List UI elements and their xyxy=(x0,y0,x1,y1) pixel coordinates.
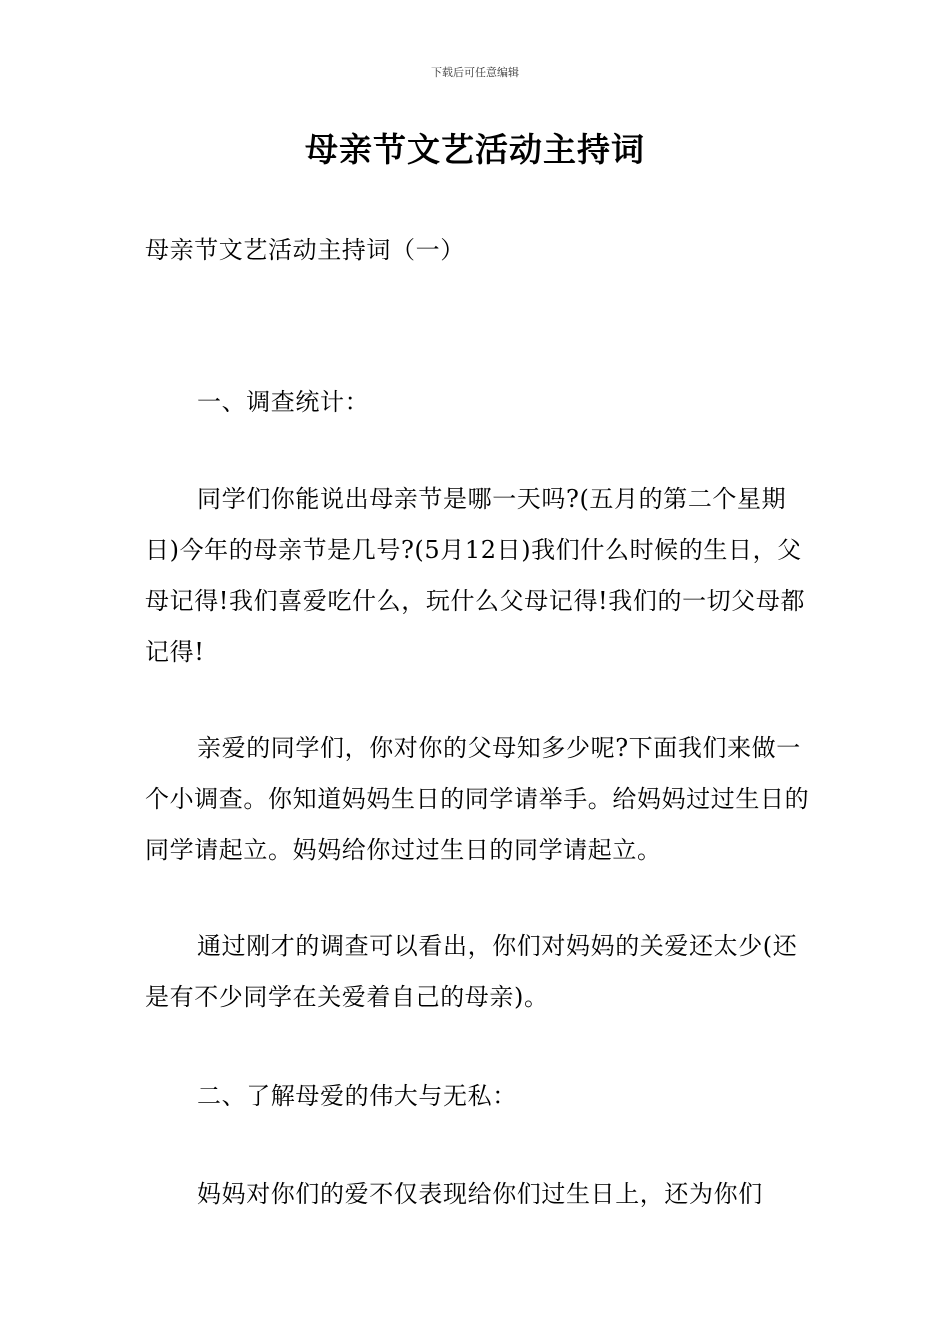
paragraph-mothers-love: 妈妈对你们的爱不仅表现给你们过生日上，还为你们 xyxy=(197,1180,763,1208)
header-note: 下载后可任意编辑 xyxy=(431,66,519,79)
paragraph-survey-result: 通过刚才的调查可以看出，你们对妈妈的关爱还太少(还是有不少同学在关爱着自己的母亲)。 xyxy=(145,932,798,1011)
document-title: 母亲节文艺活动主持词 xyxy=(305,130,645,169)
section-heading-mothers-love: 二、了解母爱的伟大与无私： xyxy=(197,1082,517,1110)
paragraph-mothers-day-date: 同学们你能说出母亲节是哪一天吗?(五月的第二个星期日)今年的母亲节是几号?(5月12日)我们什么时候的生日，父母记得!我们喜爱吃什么，玩什么父母记得!我们的一切父母都记得! xyxy=(145,485,806,666)
section-heading-survey: 一、调查统计： xyxy=(197,388,370,416)
paragraph-survey-questions: 亲爱的同学们，你对你的父母知多少呢?下面我们来做一个小调查。你知道妈妈生日的同学请举手。给妈妈过过生日的同学请起立。妈妈给你过过生日的同学请起立。 xyxy=(145,734,810,864)
document-subtitle: 母亲节文艺活动主持词（一） xyxy=(145,236,465,264)
